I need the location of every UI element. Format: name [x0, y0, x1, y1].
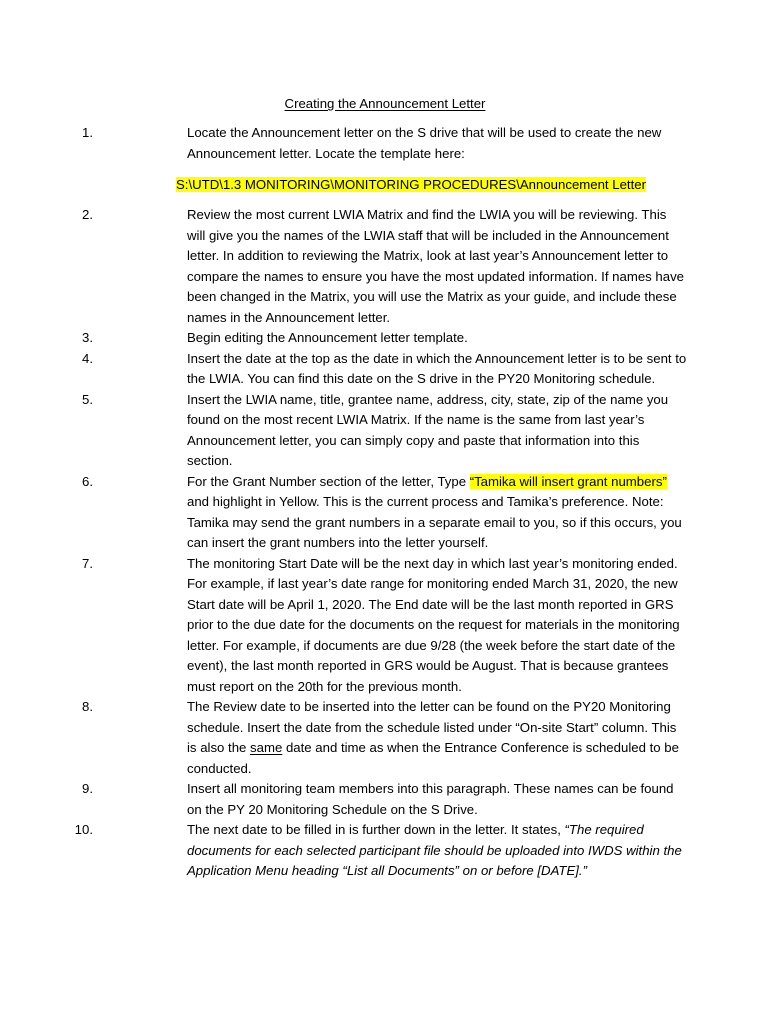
- list-number: 10.: [74, 822, 93, 837]
- template-path: S:\UTD\1.3 MONITORING\MONITORING PROCEDURES\Announcement Letter: [176, 177, 646, 192]
- list-item-text-after: and highlight in Yellow. This is the current process and Tamika’s preference. Note: Tamika may send the grant numbers in a separate email to you, so if this occurs, you can insert the grant numbers into the letter yourself.: [187, 494, 682, 550]
- list-number: 3.: [82, 330, 93, 345]
- list-item-4: [0, 349, 687, 390]
- list-item-text: Begin editing the Announcement letter template.: [187, 330, 468, 345]
- list-number: 2.: [82, 207, 93, 222]
- list-item-text: Review the most current LWIA Matrix and find the LWIA you will be reviewing. This will give you the names of the LWIA staff that will be included in the Announcement letter. In addition to reviewing the Matrix, look at last year’s Announcement letter to compare the names to ensure you have the most updated information. If names have been changed in the Matrix, you will use the Matrix as your guide, and include these names in the Announcement letter.: [187, 207, 685, 325]
- list-item-1: [0, 123, 687, 164]
- list-item-5: [0, 390, 687, 472]
- list-item-7: [0, 554, 687, 698]
- list-item-10: [0, 820, 687, 882]
- list-number: 7.: [82, 555, 93, 571]
- list-item-9: [0, 779, 687, 820]
- list-item-text-before: For the Grant Number section of the letter, Type: [187, 473, 470, 489]
- list-item-6: [0, 472, 687, 554]
- list-item-3: [0, 328, 687, 349]
- list-item-text: Insert all monitoring team members into this paragraph. These names can be found on the PY 20 Monitoring Schedule on the S Drive.: [187, 781, 674, 817]
- template-path-line: [176, 175, 770, 195]
- italic-quote-text: “The required documents for each selected participant file should be uploaded into IWDS within the Application Menu heading “List all Documents” on or before [DATE].”: [187, 822, 682, 878]
- list-item-text: Insert the date at the top as the date in which the Announcement letter is to be sent to the LWIA. You can find this date on the S drive in the PY20 Monitoring schedule.: [187, 350, 687, 386]
- document-title: Creating the Announcement Letter: [284, 96, 486, 111]
- list-number: 5.: [82, 391, 93, 407]
- list-item-text: Insert the LWIA name, title, grantee name, address, city, state, zip of the name you found on the most recent LWIA Matrix. If the name is the same from last year’s Announcement letter, you can simply copy and paste that information into this section.: [187, 391, 669, 468]
- list-number: 8.: [82, 699, 93, 714]
- list-item-2: [0, 205, 687, 328]
- list-item-text-before: The next date to be filled in is further down in the letter. It states,: [187, 822, 565, 837]
- list-item-text-after: date and time as when the Entrance Conference is scheduled to be conducted.: [187, 740, 679, 776]
- list-number: 4.: [82, 350, 93, 366]
- highlighted-text: “Tamika will insert grant numbers”: [469, 473, 667, 489]
- list-number: 9.: [82, 781, 93, 796]
- list-item-text: Locate the Announcement letter on the S drive that will be used to create the new Announcement letter. Locate the template here:: [187, 125, 662, 161]
- list-item-8: [0, 697, 687, 779]
- underlined-text: same: [250, 740, 283, 755]
- list-item-text: The monitoring Start Date will be the next day in which last year’s monitoring ended. For example, if last year’s date range for monitoring ended March 31, 2020, the new Start date will be April 1, 2020. The End date will be the last month reported in GRS prior to the due date for the documents on the request for materials in the monitoring letter. For example, if documents are due 9/28 (the week before the start date of the event), the last month reported in GRS would be August. That is because grantees must report on the 20th for the previous month.: [187, 555, 680, 694]
- list-item-text-before: The Review date to be inserted into the letter can be found on the PY20 Monitoring schedule. Insert the date from the schedule listed under “On-site Start” column. This is also the: [187, 699, 677, 755]
- instruction-list: [0, 123, 770, 882]
- list-number: 6.: [82, 473, 93, 489]
- list-number: 1.: [82, 125, 93, 140]
